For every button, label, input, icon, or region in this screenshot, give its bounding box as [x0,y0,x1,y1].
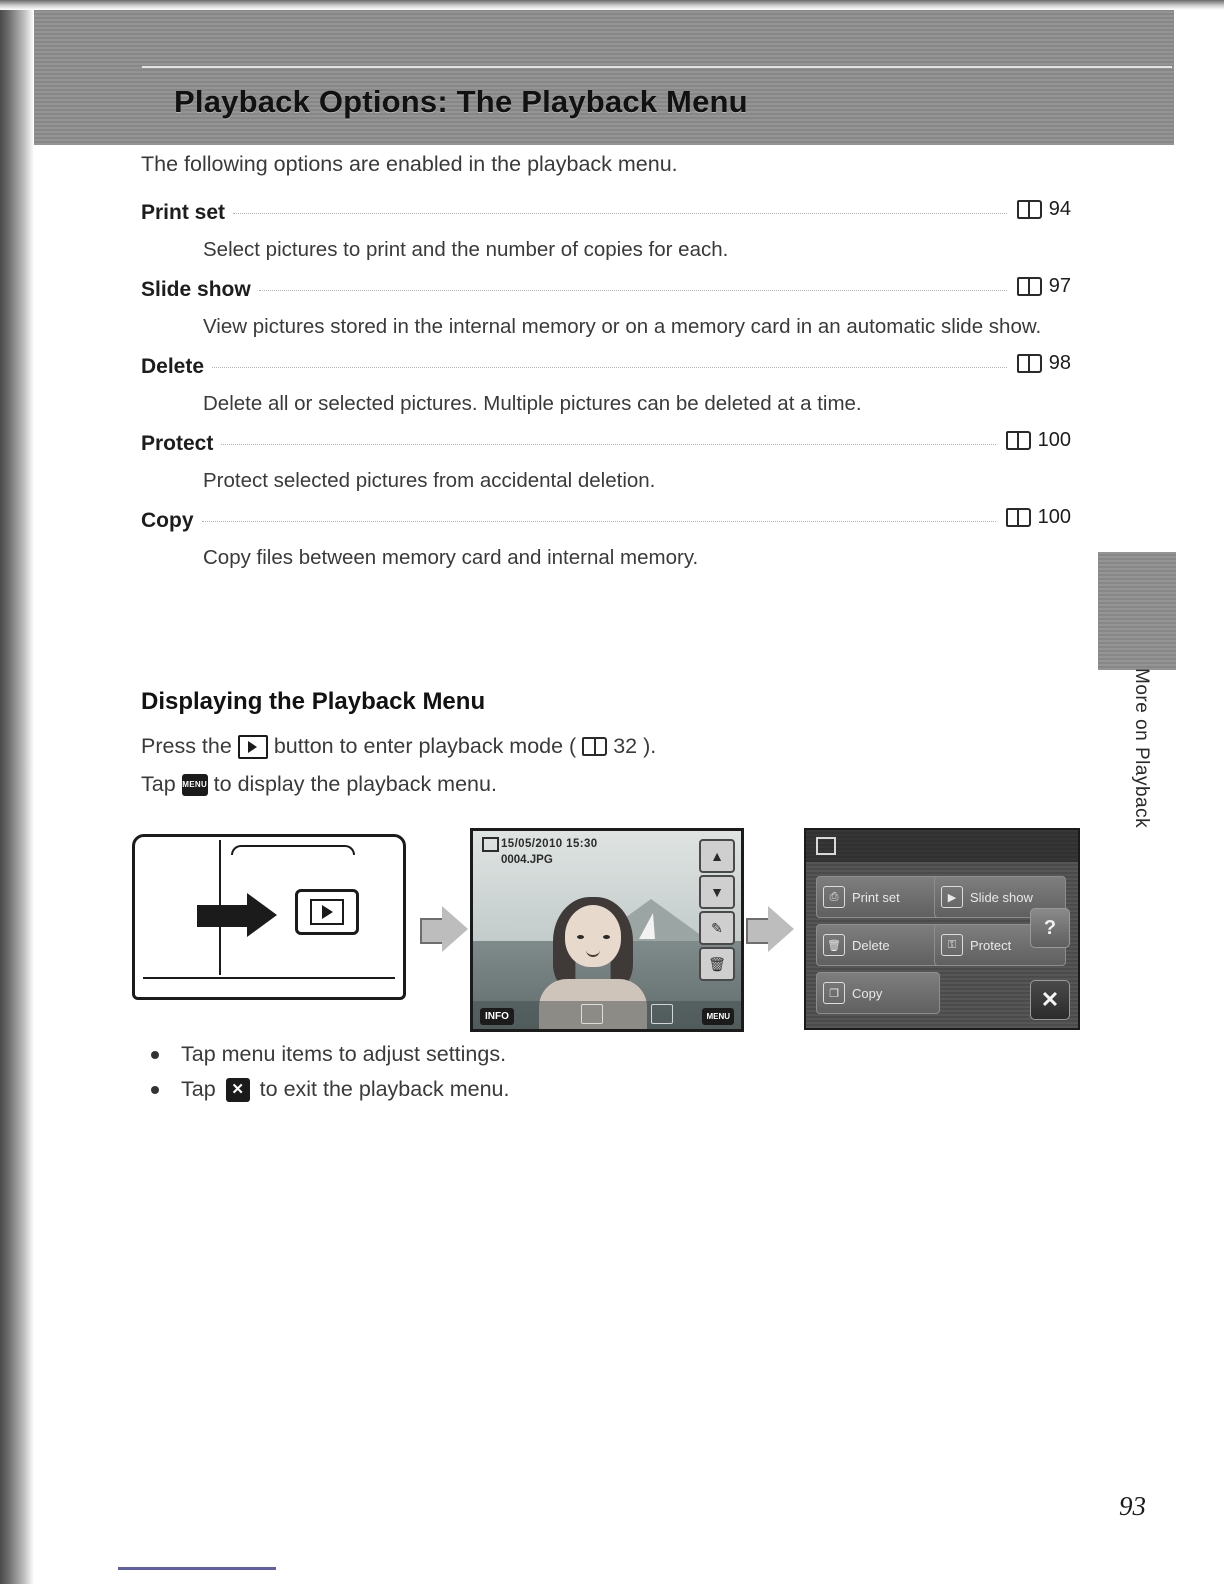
entry-description: Delete all or selected pictures. Multiple pictures can be deleted at a time. [203,392,862,416]
entry-page-number: 98 [1048,352,1071,375]
instruction-text-after: to display the playback menu. [213,772,497,796]
page-number: 93 [1119,1491,1146,1521]
screen-person-face [565,905,621,967]
menu-tile-label: Copy [852,985,883,1001]
entry-description: Copy files between memory card and internal memory. [203,546,699,570]
page-title: Playback Options: The Playback Menu [174,84,748,119]
figure-sequence [132,828,1082,1033]
intro-text: The following options are enabled in the playback menu. [141,152,678,176]
menu-button[interactable]: MENU [702,1008,734,1025]
entry-page-number: 97 [1048,275,1071,298]
playback-button-icon [238,735,268,759]
leader-dots [221,430,995,445]
file-icon [816,837,836,855]
photo-filename: 0004.JPG [501,854,553,866]
entry-name: Copy [141,509,202,533]
menu-tile-label: Protect [970,937,1012,953]
chevron-right-icon [746,906,796,952]
book-icon [1017,354,1042,373]
scroll-up-button[interactable]: ▲ [699,839,735,873]
entry-page-ref [1007,352,1071,375]
entry-description: Select pictures to print and the number of copies for each. [203,238,729,261]
thumbnail-button[interactable] [581,1004,603,1024]
screen-person-eye-right [603,935,610,939]
list-item [141,1042,509,1067]
entry-page-number: 100 [1037,506,1071,529]
entry-page-ref [1007,198,1071,221]
bullet-dot [151,1086,159,1094]
page-header-band [34,10,1174,145]
section-heading: Displaying the Playback Menu [141,688,486,715]
entry-page-ref [1007,275,1071,298]
section-instruction-line-1 [141,734,656,759]
book-icon [1017,277,1042,296]
bullet-text-after: to exit the playback menu. [259,1077,510,1101]
entry-description: View pictures stored in the internal memory or on a memory card in an automatic slide show. [203,315,1042,339]
menu-tile-label: Slide show [970,889,1033,905]
entry-page-ref [996,429,1071,452]
menu-tile-delete[interactable] [816,924,940,966]
entry-page-ref [996,506,1071,529]
scroll-down-button[interactable]: ▼ [699,875,735,909]
menu-tile-label: Delete [852,937,890,953]
camera-playback-button [295,889,359,935]
photo-timestamp: 15/05/2010 15:30 [501,838,598,850]
entry-name: Delete [141,355,212,379]
help-button[interactable]: ? [1030,908,1070,948]
leader-dots [259,276,1007,291]
book-icon [1006,431,1031,450]
zoom-button[interactable] [651,1004,673,1024]
trash-icon: 🗑 [823,934,845,956]
entry-line [141,275,1071,309]
menu-screen-topbar [806,830,1078,862]
screen-sailboat [639,913,655,939]
menu-tile-print-set[interactable] [816,876,940,918]
camera-base-line [143,977,395,989]
page-bottom-mark [118,1567,276,1570]
section-thumb-tab [1098,552,1176,670]
list-item [141,429,1071,494]
entry-name: Slide show [141,278,259,302]
bullet-dot [151,1051,159,1059]
menu-button-icon: MENU [182,774,208,796]
section-instruction-line-2 [141,772,497,797]
page-edge-shadow-top [0,0,1224,10]
entry-description: Protect selected pictures from accidental deletion. [203,469,656,493]
book-icon [582,737,607,756]
list-item [141,1077,509,1102]
exit-button[interactable]: ✕ [1030,980,1070,1020]
page-edge-shadow-left [0,0,34,1584]
camera-illustration [132,834,406,1000]
slideshow-icon: ▶ [941,886,963,908]
entry-line [141,506,1071,540]
list-item [141,352,1071,417]
delete-button[interactable]: 🗑 [699,947,735,981]
playback-menu-screen [804,828,1080,1030]
instruction-text-end: ). [643,734,657,758]
key-icon: ⚿ [941,934,963,956]
screen-person-eye-left [577,935,584,939]
menu-tile-label: Print set [852,889,900,905]
playback-screen-preview [470,828,744,1032]
bullet-text: Tap menu items to adjust settings. [181,1042,507,1066]
instruction-page-number: 32 [613,734,638,758]
entry-line [141,198,1071,232]
info-button[interactable]: INFO [480,1008,514,1025]
list-item [141,506,1071,571]
section-thumb-label: More on Playback [1131,668,1152,829]
close-icon: ✕ [226,1078,250,1102]
list-item [141,275,1071,340]
entry-line [141,429,1071,463]
leader-dots [233,199,1007,214]
instruction-text-before: Press the [141,734,232,758]
entry-line [141,352,1071,386]
header-divider-rule [142,66,1172,68]
bullet-text-before: Tap [181,1077,216,1101]
file-icon [482,837,499,852]
printer-icon: ⎙ [823,886,845,908]
menu-tile-copy[interactable] [816,972,940,1014]
copy-icon: ❐ [823,982,845,1004]
instruction-text-after: button to enter playback mode ( [273,734,577,758]
leader-dots [202,507,996,522]
playback-menu-option-list [141,198,1071,583]
playback-button-icon [310,899,344,925]
edit-button[interactable]: ✎ [699,911,735,945]
instruction-text-before: Tap [141,772,176,796]
entry-name: Protect [141,432,221,456]
book-icon [1006,508,1031,527]
bullet-list [141,1042,509,1112]
entry-name: Print set [141,201,233,225]
book-icon [1017,200,1042,219]
list-item [141,198,1071,263]
chevron-right-icon [420,906,470,952]
leader-dots [212,353,1007,368]
entry-page-number: 100 [1037,429,1071,452]
entry-page-number: 94 [1048,198,1071,220]
camera-lcd-edge [231,845,355,855]
